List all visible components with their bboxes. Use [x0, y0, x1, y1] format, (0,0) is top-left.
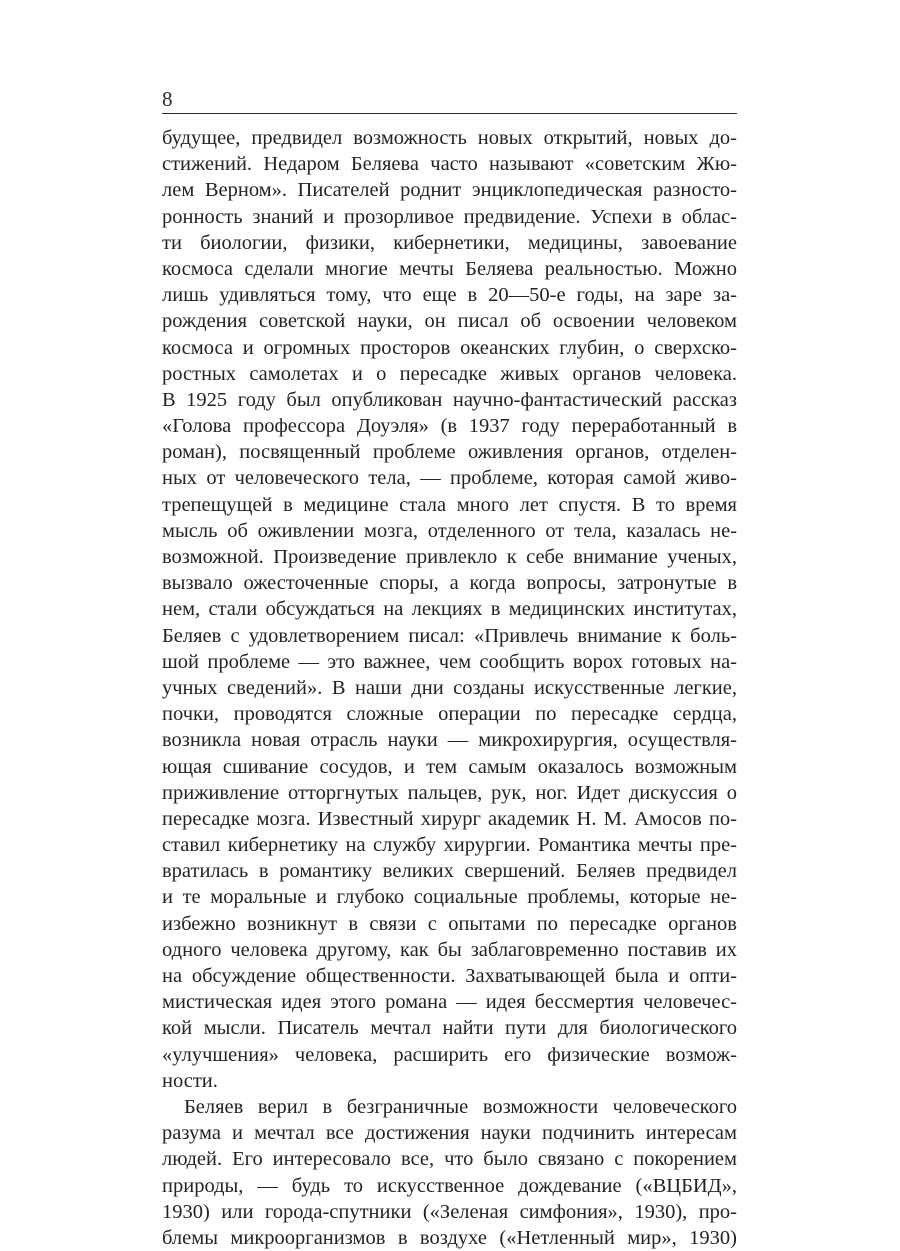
- text-line: ности.: [162, 1069, 218, 1092]
- text-line: лем Верном». Писателей роднит энциклопедическая разносто-: [162, 179, 737, 202]
- text-line: возникла новая отрасль науки — микрохирургия, осуществля-: [162, 729, 737, 752]
- page-number: 8: [162, 87, 173, 111]
- text-line: ти биологии, физики, кибернетики, медицины, завоевание: [162, 231, 737, 254]
- text-line: трепещущей в медицине стала много лет спустя. В то время: [162, 493, 737, 516]
- text-line: природы, — будь то искусственное дождевание («ВЦБИД»,: [162, 1174, 737, 1197]
- text-line: и те моральные и глубоко социальные проблемы, которые не-: [162, 886, 737, 909]
- header-rule: [162, 113, 737, 114]
- text-line: ронность знаний и прозорливое предвидение. Успехи в облас-: [162, 205, 737, 228]
- text-line: шой проблеме — это важнее, чем сообщить ворох готовых на-: [162, 650, 737, 673]
- text-line: стижений. Недаром Беляева часто называют «советским Жю-: [162, 153, 737, 176]
- text-line: кой мысли. Писатель мечтал найти пути для биологического: [162, 1017, 737, 1040]
- text-line: 1930) или города-спутники («Зеленая симфония», 1930), про-: [162, 1200, 737, 1223]
- text-line: мистическая идея этого романа — идея бессмертия человечес-: [162, 991, 737, 1014]
- text-line: будущее, предвидел возможность новых открытий, новых до-: [162, 127, 737, 149]
- text-line: вызвало ожесточенные споры, а когда вопросы, затронутые в: [162, 572, 737, 595]
- text-line: В 1925 году был опубликован научно-фантастический рассказ: [162, 388, 737, 411]
- text-line: людей. Его интересовало все, что было связано с покорением: [162, 1148, 737, 1171]
- text-line: пересадке мозга. Известный хирург академик Н. М. Амосов по-: [162, 807, 737, 830]
- text-line: ставил кибернетику на службу хирургии. Романтика мечты пре-: [162, 834, 737, 857]
- text-line: космоса сделали многие мечты Беляева реальностью. Можно: [162, 257, 737, 280]
- text-line: мысль об оживлении мозга, отделенного от тела, казалась не-: [162, 519, 737, 542]
- text-line: вратилась в романтику великих свершений. Беляев предвидел: [162, 860, 737, 883]
- text-line: рождения советской науки, он писал об освоении человеком: [162, 310, 737, 333]
- text-line: избежно возникнут в связи с опытами по пересадке органов: [162, 912, 737, 935]
- text-line: почки, проводятся сложные операции по пересадке сердца,: [162, 703, 737, 726]
- text-line: Беляев с удовлетворением писал: «Привлечь внимание к боль-: [162, 624, 737, 647]
- text-line: нем, стали обсуждаться на лекциях в медицинских институтах,: [162, 598, 737, 621]
- text-line: космоса и огромных просторов океанских глубин, о сверхско-: [162, 336, 737, 359]
- text-line: на обсуждение общественности. Захватывающей была и опти-: [162, 965, 737, 987]
- text-line: учных сведений». В наши дни созданы искусственные легкие,: [162, 676, 737, 699]
- text-line: лишь удивляться тому, что еще в 20—50-е годы, на заре за-: [162, 284, 737, 307]
- text-line: ных от человеческого тела, — проблеме, которая самой живо-: [162, 467, 737, 490]
- text-line: «Голова профессора Доуэля» (в 1937 году переработанный в: [162, 415, 737, 438]
- text-line: ростных самолетах и о пересадке живых органов человека.: [162, 362, 737, 385]
- text-line: одного человека другому, как бы заблаговременно поставив их: [162, 938, 737, 961]
- text-line: ющая сшивание сосудов, и тем самым оказалось возможным: [162, 755, 737, 778]
- text-line: Беляев верил в безграничные возможности человеческого: [184, 1095, 737, 1118]
- text-line: возможной. Произведение привлекло к себе внимание ученых,: [162, 546, 737, 568]
- text-line: разума и мечтал все достижения науки подчинить интересам: [162, 1122, 737, 1145]
- text-line: приживление отторгнутых пальцев, рук, ног. Идет дискуссия о: [162, 781, 737, 804]
- text-line: роман), посвященный проблеме оживления органов, отделен-: [162, 441, 737, 464]
- text-line: «улучшения» человека, расширить его физические возмож-: [162, 1043, 737, 1066]
- body-text: [162, 125, 737, 1251]
- text-line: блемы микроорганизмов в воздухе («Нетленный мир», 1930): [162, 1226, 737, 1249]
